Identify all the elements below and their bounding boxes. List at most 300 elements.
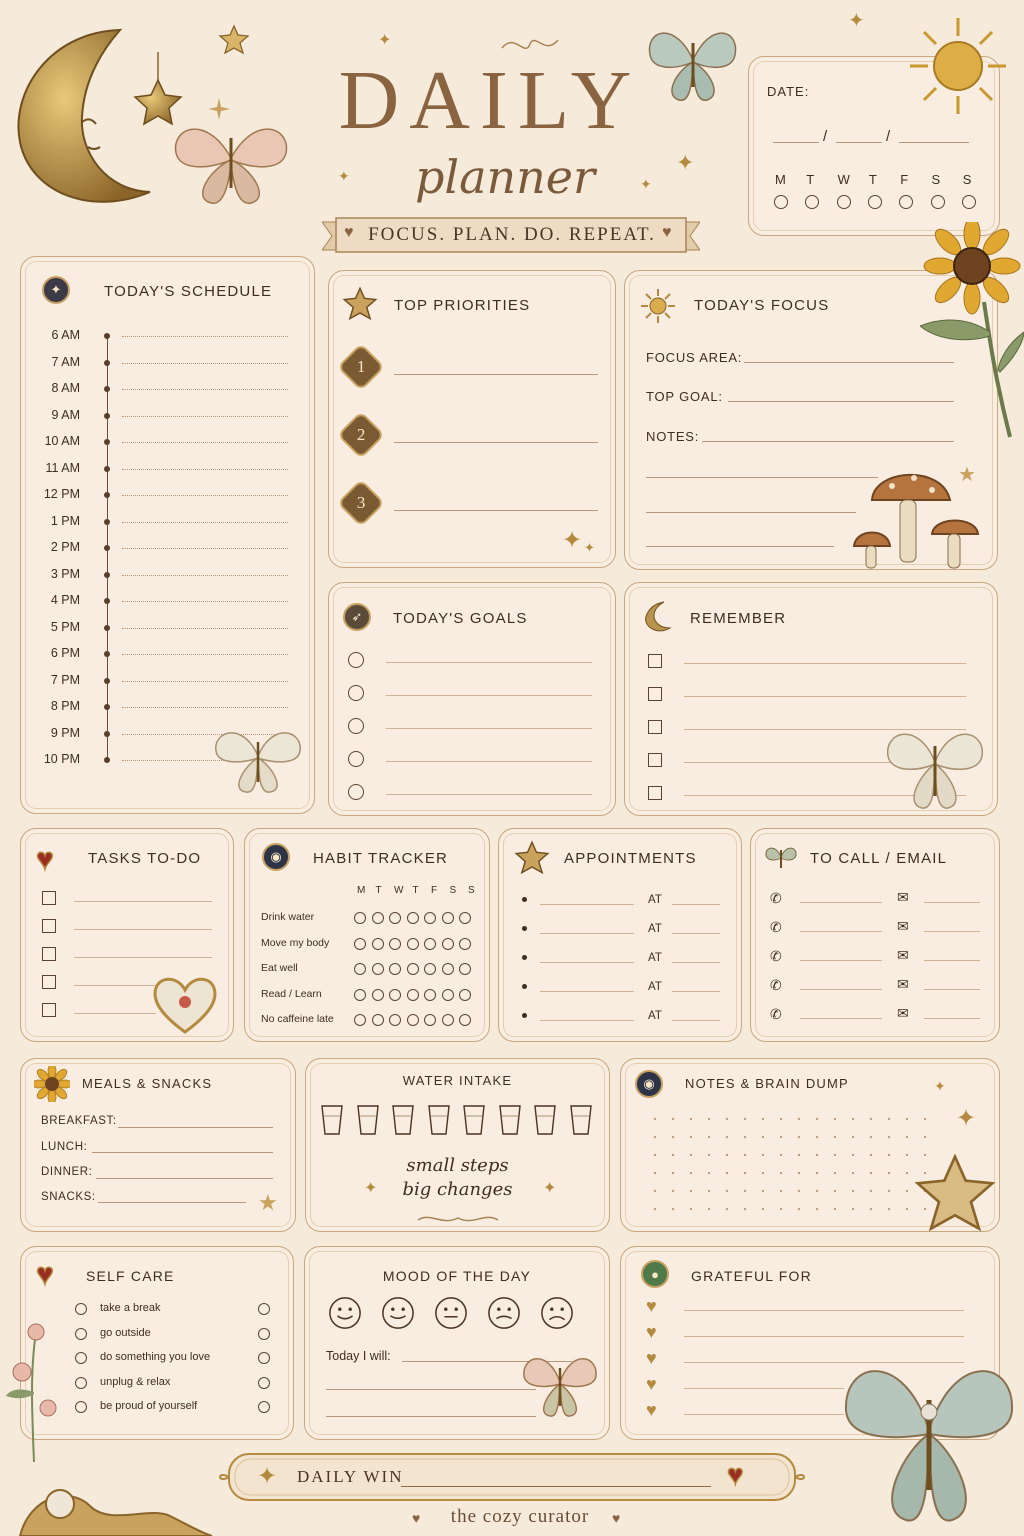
heart-icon: ♥ — [662, 224, 672, 241]
grateful-line[interactable] — [684, 1336, 964, 1337]
envelope-icon: ✉ — [897, 1005, 909, 1021]
bullet-dot — [522, 955, 527, 960]
task-line[interactable] — [74, 985, 156, 986]
schedule-line[interactable] — [122, 522, 288, 523]
self-care-item: unplug & relax — [100, 1375, 171, 1388]
appointment-time-field[interactable] — [672, 933, 720, 934]
sparkle-icon: ✦ — [257, 1463, 278, 1490]
task-checkbox[interactable] — [42, 891, 56, 905]
timeline-dot — [104, 651, 110, 657]
schedule-line[interactable] — [122, 628, 288, 629]
email-field[interactable] — [924, 989, 980, 990]
call-field[interactable] — [800, 1018, 882, 1019]
self-care-checkbox[interactable] — [75, 1377, 87, 1389]
mood-title: MOOD OF THE DAY — [382, 1268, 532, 1284]
sunflower-icon — [920, 222, 1024, 442]
breakfast-field[interactable] — [118, 1127, 273, 1128]
eye-icon: ◉ — [262, 843, 290, 871]
date-year-field[interactable] — [899, 142, 969, 143]
schedule-line[interactable] — [122, 495, 288, 496]
weekday-checkbox[interactable] — [774, 195, 788, 209]
priority-number: 1 — [356, 357, 366, 376]
habit-checkbox[interactable] — [459, 912, 471, 924]
priority-field[interactable] — [394, 374, 598, 375]
daily-win-bar — [215, 1450, 809, 1504]
glass-icon[interactable] — [498, 1104, 522, 1136]
appointment-field[interactable] — [540, 904, 634, 905]
sparkle-icon: ✦ — [934, 1078, 946, 1094]
priority-number: 3 — [356, 493, 366, 512]
appointment-time-field[interactable] — [672, 962, 720, 963]
habit-checkbox[interactable] — [424, 963, 436, 975]
task-checkbox[interactable] — [42, 919, 56, 933]
habit-name: Read / Learn — [261, 987, 322, 1000]
goal-checkbox[interactable] — [348, 652, 364, 668]
date-separator: / — [823, 128, 828, 145]
habit-checkbox[interactable] — [442, 989, 454, 1001]
at-label: AT — [648, 952, 662, 964]
butterfly-icon — [880, 716, 990, 812]
butterfly-icon — [166, 108, 296, 208]
snacks-label: SNACKS: — [41, 1191, 96, 1203]
timeline-dot — [104, 519, 110, 525]
weekday-label: S — [931, 172, 941, 187]
glass-icon[interactable] — [356, 1104, 380, 1136]
appointment-time-field[interactable] — [672, 1020, 720, 1021]
self-care-title: SELF CARE — [86, 1268, 175, 1284]
self-care-checkbox[interactable] — [75, 1352, 87, 1364]
grateful-line[interactable] — [684, 1414, 844, 1415]
star-icon: ★ — [258, 1190, 278, 1215]
phone-icon: ✆ — [770, 1006, 782, 1022]
heart-locket-icon — [150, 970, 220, 1036]
task-checkbox[interactable] — [42, 975, 56, 989]
habit-checkbox[interactable] — [372, 963, 384, 975]
habit-day-label: T — [412, 885, 419, 896]
sparkle-icon: ✦ — [676, 150, 695, 175]
schedule-hour: 5 PM — [50, 619, 80, 634]
habit-checkbox[interactable] — [459, 989, 471, 1001]
remember-checkbox[interactable] — [648, 720, 662, 734]
schedule-line[interactable] — [122, 681, 288, 682]
butterfly-icon — [518, 1344, 602, 1420]
task-checkbox[interactable] — [42, 947, 56, 961]
appointment-time-field[interactable] — [672, 904, 720, 905]
quote-line-2: big changes — [402, 1179, 513, 1200]
timeline-dot — [104, 466, 110, 472]
goal-checkbox[interactable] — [348, 718, 364, 734]
timeline-dot — [104, 598, 110, 604]
habit-checkbox[interactable] — [407, 963, 419, 975]
timeline-dot — [104, 333, 110, 339]
focus-title: TODAY'S FOCUS — [694, 297, 830, 314]
bullet-dot — [522, 1013, 527, 1018]
goal-line[interactable] — [386, 695, 592, 696]
schedule-line[interactable] — [122, 336, 288, 337]
call-field[interactable] — [800, 989, 882, 990]
notes-label: NOTES: — [646, 429, 700, 444]
grateful-line[interactable] — [684, 1310, 964, 1311]
email-field[interactable] — [924, 1018, 980, 1019]
schedule-line[interactable] — [122, 548, 288, 549]
goal-line[interactable] — [386, 794, 592, 795]
habit-checkbox[interactable] — [407, 938, 419, 950]
habit-checkbox[interactable] — [389, 989, 401, 1001]
habit-checkbox[interactable] — [424, 938, 436, 950]
habit-checkbox[interactable] — [389, 1014, 401, 1026]
timeline-dot — [104, 678, 110, 684]
call-field[interactable] — [800, 960, 882, 961]
weekday-checkbox[interactable] — [837, 195, 851, 209]
timeline-dot — [104, 625, 110, 631]
flower-icon — [0, 1312, 70, 1462]
dinner-label: DINNER: — [41, 1166, 93, 1178]
habit-checkbox[interactable] — [389, 938, 401, 950]
weekday-label: M — [775, 172, 786, 187]
at-label: AT — [648, 894, 662, 906]
habit-day-label: T — [375, 885, 382, 896]
remember-checkbox[interactable] — [648, 786, 662, 800]
smiley-icon[interactable] — [487, 1296, 521, 1330]
habit-checkbox[interactable] — [372, 1014, 384, 1026]
focus-area-label: FOCUS AREA: — [646, 350, 743, 365]
habits-title: HABIT TRACKER — [313, 850, 449, 867]
task-line[interactable] — [74, 1013, 156, 1014]
focus-notes-line[interactable] — [646, 512, 856, 513]
habit-checkbox[interactable] — [442, 1014, 454, 1026]
timeline-dot — [104, 439, 110, 445]
sparkle-icon: ✦ — [378, 32, 392, 49]
habit-name: No caffeine late — [261, 1013, 334, 1025]
goal-checkbox[interactable] — [348, 685, 364, 701]
weekday-label: T — [868, 172, 877, 187]
schedule-hour: 9 PM — [50, 725, 80, 740]
bullet-dot — [522, 926, 527, 931]
page-subtitle: planner — [414, 150, 596, 204]
weekday-checkbox[interactable] — [931, 195, 945, 209]
schedule-hour: 7 PM — [50, 672, 80, 687]
priority-field[interactable] — [394, 510, 598, 511]
timeline-dot — [104, 492, 110, 498]
habit-checkbox[interactable] — [407, 1014, 419, 1026]
schedule-hour: 3 PM — [50, 566, 80, 581]
heart-icon: ♥ — [36, 1258, 54, 1291]
phone-icon: ✆ — [770, 919, 782, 935]
habit-checkbox[interactable] — [459, 938, 471, 950]
habit-day-label: M — [357, 885, 366, 896]
self-care-item: take a break — [100, 1302, 161, 1314]
task-line[interactable] — [74, 929, 212, 930]
glass-icon[interactable] — [320, 1104, 344, 1136]
sparkle-icon: ✦ — [338, 168, 350, 184]
timeline-dot — [104, 572, 110, 578]
habit-checkbox[interactable] — [354, 938, 366, 950]
schedule-hour: 8 AM — [51, 381, 80, 395]
habit-checkbox[interactable] — [407, 912, 419, 924]
glass-icon[interactable] — [569, 1104, 593, 1136]
arrow-target-icon: ➶ — [343, 603, 371, 631]
schedule-hour: 12 PM — [43, 487, 80, 501]
heart-icon: ♥ — [646, 1374, 657, 1394]
envelope-icon: ✉ — [897, 918, 909, 934]
weekday-checkbox[interactable] — [868, 195, 882, 209]
phone-icon: ✆ — [770, 948, 782, 964]
sunflower-icon — [34, 1066, 70, 1102]
habit-checkbox[interactable] — [459, 963, 471, 975]
envelope-icon: ✉ — [897, 976, 909, 992]
call-field[interactable] — [800, 931, 882, 932]
lunch-field[interactable] — [92, 1152, 273, 1153]
remember-checkbox[interactable] — [648, 753, 662, 767]
date-month-field[interactable] — [773, 142, 819, 143]
schedule-hour: 7 AM — [51, 354, 80, 369]
smiley-icon[interactable] — [328, 1296, 362, 1330]
remember-title: REMEMBER — [690, 610, 787, 627]
glass-icon[interactable] — [462, 1104, 486, 1136]
schedule-line[interactable] — [122, 416, 288, 417]
schedule-line[interactable] — [122, 654, 288, 655]
daily-win-field[interactable] — [401, 1486, 711, 1487]
habit-checkbox[interactable] — [389, 963, 401, 975]
schedule-hour: 4 PM — [50, 593, 80, 607]
habit-day-label: S — [468, 885, 475, 896]
self-care-item: go outside — [100, 1326, 151, 1339]
habit-checkbox[interactable] — [424, 989, 436, 1001]
habit-checkbox[interactable] — [372, 938, 384, 950]
ornament-icon — [0, 1446, 215, 1536]
goal-checkbox[interactable] — [348, 784, 364, 800]
priority-number: 2 — [356, 425, 366, 444]
heart-icon: ♥ — [646, 1322, 657, 1342]
remember-line[interactable] — [684, 663, 966, 664]
habit-day-label: F — [431, 885, 438, 896]
habit-checkbox[interactable] — [424, 912, 436, 924]
habit-checkbox[interactable] — [407, 989, 419, 1001]
habit-name: Move my body — [261, 936, 330, 949]
schedule-hour: 6 AM — [51, 328, 80, 342]
timeline-dot — [104, 360, 110, 366]
smiley-icon[interactable] — [434, 1296, 468, 1330]
email-field[interactable] — [924, 902, 980, 903]
habit-checkbox[interactable] — [442, 938, 454, 950]
habit-name: Drink water — [261, 911, 315, 923]
self-care-checkbox[interactable] — [75, 1303, 87, 1315]
today-will-line[interactable] — [326, 1389, 536, 1390]
compass-icon: ✦ — [42, 276, 70, 304]
butterfly-icon — [764, 842, 798, 872]
star-icon — [910, 1154, 1000, 1234]
schedule-hour: 10 AM — [44, 434, 80, 448]
bullet-dot — [522, 984, 527, 989]
self-care-check-right[interactable] — [258, 1401, 270, 1413]
schedule-hour: 9 AM — [51, 407, 80, 422]
sparkle-icon: ✦ — [562, 527, 583, 554]
weekday-label: S — [962, 172, 972, 187]
meals-title: MEALS & SNACKS — [82, 1076, 213, 1091]
sun-icon — [640, 288, 676, 324]
task-checkbox[interactable] — [42, 1003, 56, 1017]
crescent-moon-icon — [642, 600, 674, 634]
eye-icon: ◉ — [635, 1070, 663, 1098]
snacks-field[interactable] — [98, 1202, 246, 1203]
schedule-line[interactable] — [122, 389, 288, 390]
sparkle-icon: ✦ — [848, 10, 865, 32]
phone-icon: ✆ — [770, 890, 782, 906]
today-will-label: Today I will: — [326, 1349, 391, 1363]
butterfly-icon — [208, 716, 308, 796]
schedule-hour: 10 PM — [43, 752, 80, 766]
weekday-label: F — [900, 172, 909, 187]
date-day-field[interactable] — [836, 142, 882, 143]
habit-name: Eat well — [261, 962, 298, 974]
timeline-dot — [104, 704, 110, 710]
glass-icon[interactable] — [391, 1104, 415, 1136]
self-care-checkbox[interactable] — [75, 1401, 87, 1413]
grateful-line[interactable] — [684, 1388, 844, 1389]
tagline-ribbon — [322, 216, 700, 256]
task-line[interactable] — [74, 901, 212, 902]
goal-line[interactable] — [386, 761, 592, 762]
appointment-field[interactable] — [540, 1020, 634, 1021]
habit-checkbox[interactable] — [354, 912, 366, 924]
timeline-dot — [104, 545, 110, 551]
schedule-hour: 11 AM — [45, 460, 80, 475]
glass-icon[interactable] — [427, 1104, 451, 1136]
weekday-label: T — [806, 172, 815, 187]
sparkle-icon: ✦ — [640, 176, 652, 192]
habit-checkbox[interactable] — [372, 912, 384, 924]
email-field[interactable] — [924, 960, 980, 961]
self-care-item: do something you love — [100, 1351, 211, 1363]
habit-checkbox[interactable] — [389, 912, 401, 924]
star-icon — [342, 286, 378, 322]
habit-day-label: W — [394, 885, 404, 896]
envelope-icon: ✉ — [897, 889, 909, 905]
sparkle-icon: ✦ — [364, 1180, 378, 1197]
star-icon: ★ — [958, 464, 976, 486]
schedule-title: TODAY'S SCHEDULE — [104, 283, 273, 300]
weekday-checkbox[interactable] — [962, 195, 976, 209]
grateful-title: GRATEFUL FOR — [691, 1268, 812, 1284]
gem-icon: ● — [641, 1260, 669, 1288]
call-email-title: TO CALL / EMAIL — [810, 850, 948, 867]
focus-notes-line[interactable] — [646, 546, 834, 547]
timeline-dot — [104, 757, 110, 763]
schedule-line[interactable] — [122, 601, 288, 602]
habit-checkbox[interactable] — [354, 963, 366, 975]
heart-icon: ♥ — [412, 1510, 421, 1526]
butterfly-icon — [834, 1340, 1024, 1530]
quote-line-1: small steps — [406, 1155, 509, 1176]
habit-checkbox[interactable] — [459, 1014, 471, 1026]
smiley-icon[interactable] — [381, 1296, 415, 1330]
lunch-label: LUNCH: — [41, 1141, 88, 1153]
self-care-check-right[interactable] — [258, 1352, 270, 1364]
sparkle-icon: ✦ — [956, 1105, 977, 1132]
breakfast-label: BREAKFAST: — [41, 1115, 117, 1127]
dot-grid[interactable] — [646, 1110, 936, 1216]
self-care-item: be proud of yourself — [100, 1400, 198, 1412]
glass-icon[interactable] — [533, 1104, 557, 1136]
appointment-field[interactable] — [540, 962, 634, 963]
heart-icon: ♥ — [727, 1459, 744, 1490]
focus-notes-field[interactable] — [702, 441, 954, 442]
timeline-dot — [104, 413, 110, 419]
habit-day-label: S — [449, 885, 457, 896]
goal-checkbox[interactable] — [348, 751, 364, 767]
habit-checkbox[interactable] — [372, 989, 384, 1001]
schedule-hour: 6 PM — [50, 646, 80, 660]
self-care-checkbox[interactable] — [75, 1328, 87, 1340]
today-will-line[interactable] — [326, 1416, 536, 1417]
tasks-title: TASKS TO-DO — [88, 850, 202, 867]
timeline-dot — [104, 731, 110, 737]
goal-line[interactable] — [386, 662, 592, 663]
envelope-icon: ✉ — [897, 947, 909, 963]
self-care-check-right[interactable] — [258, 1328, 270, 1340]
phone-icon: ✆ — [770, 977, 782, 993]
star-icon — [218, 24, 250, 56]
tagline: FOCUS. PLAN. DO. REPEAT. — [368, 224, 656, 245]
at-label: AT — [648, 923, 662, 935]
appointment-field[interactable] — [540, 991, 634, 992]
water-title: WATER INTAKE — [402, 1073, 513, 1088]
self-care-check-right[interactable] — [258, 1303, 270, 1315]
top-goal-label: TOP GOAL: — [646, 389, 723, 404]
flourish-icon — [416, 1212, 500, 1226]
sparkle-icon: ✦ — [543, 1180, 557, 1197]
appointment-field[interactable] — [540, 933, 634, 934]
call-field[interactable] — [800, 902, 882, 903]
goal-line[interactable] — [386, 728, 592, 729]
notes-title: NOTES & BRAIN DUMP — [685, 1076, 849, 1091]
habit-checkbox[interactable] — [442, 912, 454, 924]
schedule-line[interactable] — [122, 442, 288, 443]
schedule-line[interactable] — [122, 469, 288, 470]
priority-field[interactable] — [394, 442, 598, 443]
task-line[interactable] — [74, 957, 212, 958]
heart-icon: ♥ — [646, 1400, 657, 1420]
heart-icon: ♥ — [612, 1510, 621, 1526]
sparkle-icon: ✦ — [584, 540, 595, 555]
schedule-line[interactable] — [122, 575, 288, 576]
schedule-hour: 8 PM — [50, 699, 80, 713]
habit-checkbox[interactable] — [424, 1014, 436, 1026]
appointment-time-field[interactable] — [672, 991, 720, 992]
schedule-hour: 2 PM — [50, 540, 80, 554]
self-care-check-right[interactable] — [258, 1377, 270, 1389]
focus-notes-line[interactable] — [646, 477, 878, 478]
heart-icon: ♥ — [646, 1296, 657, 1316]
crescent-moon-icon — [10, 22, 185, 212]
priorities-title: TOP PRIORITIES — [394, 297, 531, 314]
schedule-line[interactable] — [122, 363, 288, 364]
habit-checkbox[interactable] — [442, 963, 454, 975]
schedule-line[interactable] — [122, 707, 288, 708]
date-separator: / — [886, 128, 891, 145]
remember-line[interactable] — [684, 696, 966, 697]
habit-checkbox[interactable] — [354, 989, 366, 1001]
remember-checkbox[interactable] — [648, 687, 662, 701]
remember-checkbox[interactable] — [648, 654, 662, 668]
at-label: AT — [648, 981, 662, 993]
smiley-icon[interactable] — [540, 1296, 574, 1330]
email-field[interactable] — [924, 931, 980, 932]
timeline-dot — [104, 386, 110, 392]
date-label: DATE: — [767, 84, 810, 99]
habit-checkbox[interactable] — [354, 1014, 366, 1026]
dinner-field[interactable] — [96, 1178, 273, 1179]
